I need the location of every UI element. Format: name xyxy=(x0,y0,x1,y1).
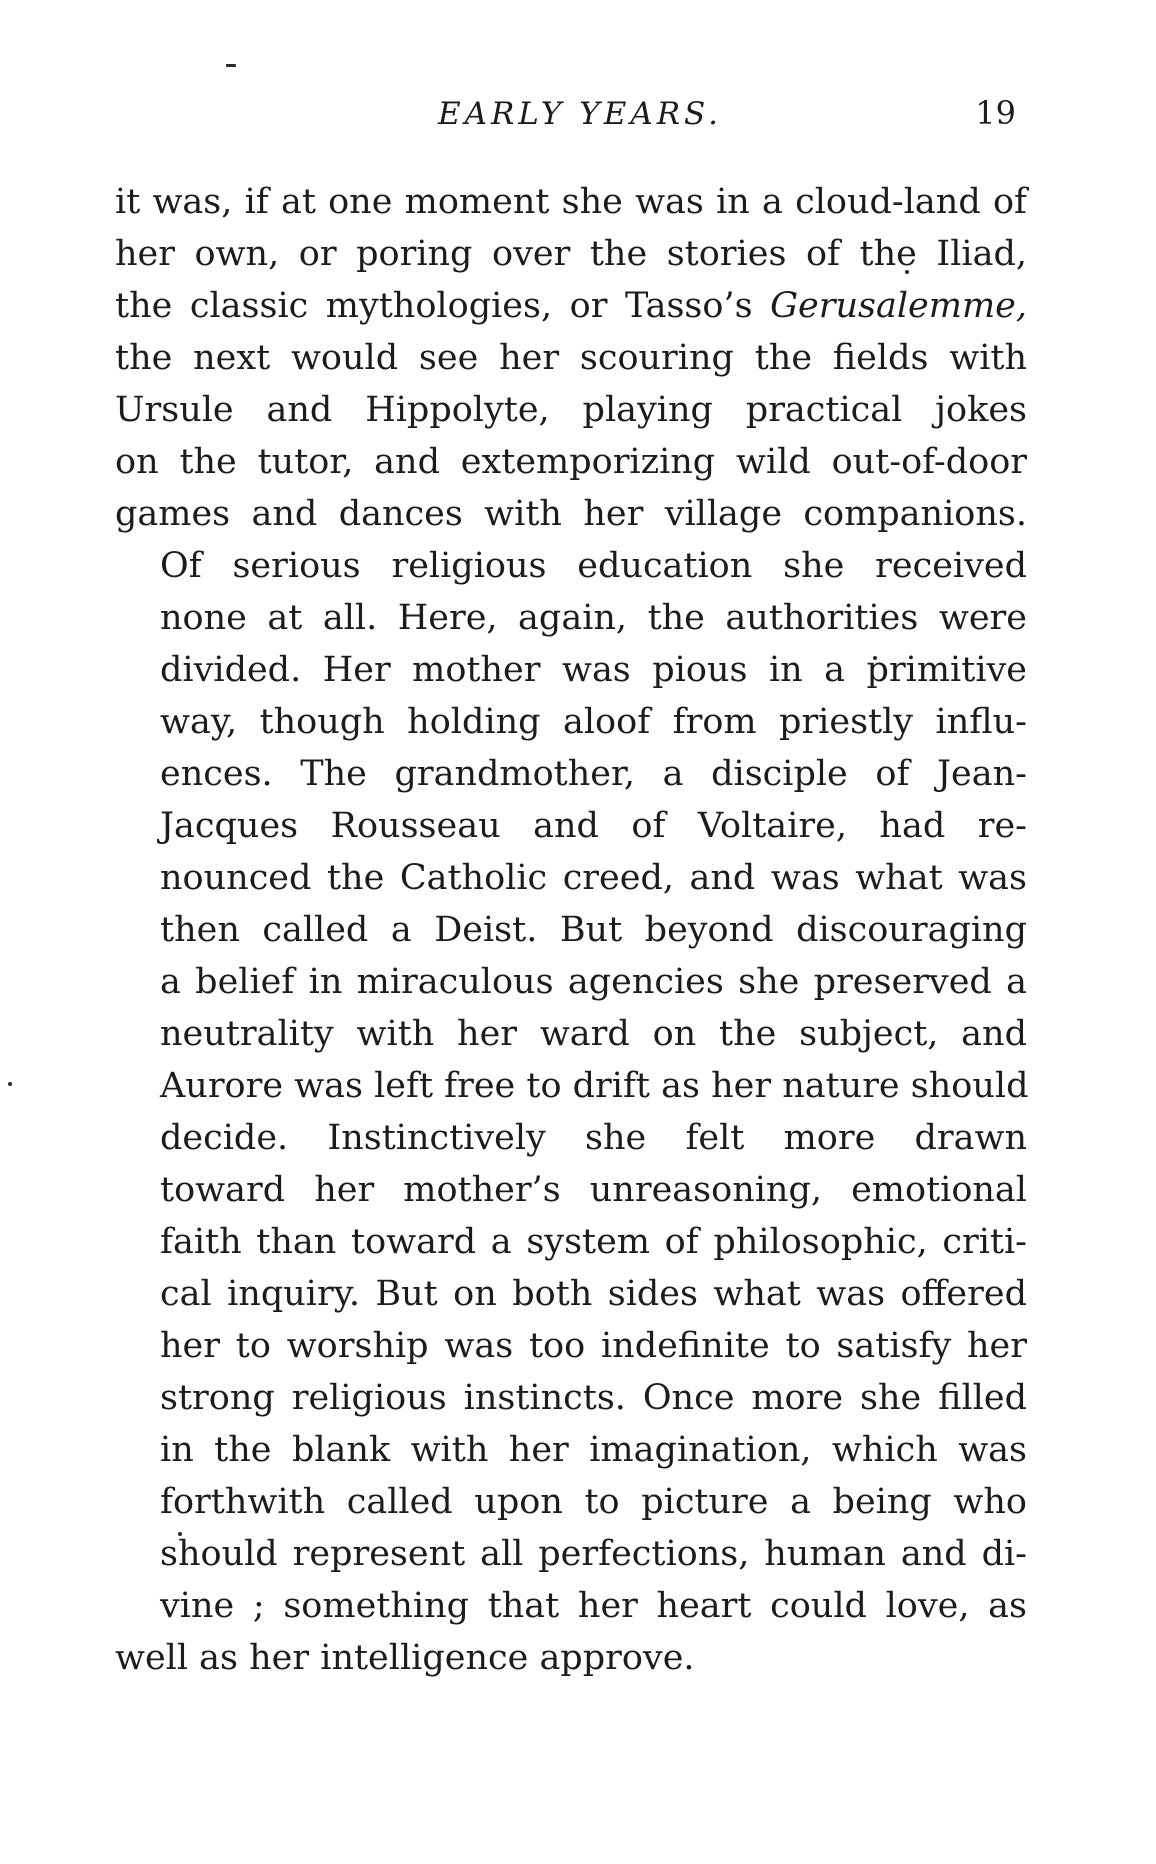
italic-title: Gerusalemme, xyxy=(770,286,1027,326)
text-line: a belief in miraculous agencies she preserved a xyxy=(160,962,1027,1002)
text-line: faith than toward a system of philosophic, criti- xyxy=(160,1222,1027,1262)
text-line: Aurore was left free to drift as her nature should xyxy=(160,1066,1029,1106)
ink-mark xyxy=(8,1082,12,1086)
text-line: on the tutor, and extemporizing wild out-of-door xyxy=(115,442,1027,482)
text-line: nounced the Catholic creed, and was what was xyxy=(160,858,1027,898)
text-line: neutrality with her ward on the subject, and xyxy=(160,1014,1027,1054)
paragraph-2 xyxy=(115,540,1027,1632)
body-text xyxy=(115,176,1027,1684)
text-line: well as her intelligence approve. xyxy=(115,1638,695,1678)
text-line: the next would see her scouring the fields with xyxy=(115,338,1027,378)
text-line: none at all. Here, again, the authorities were xyxy=(160,598,1027,638)
text-line: forthwith called upon to picture a being who xyxy=(160,1482,1027,1522)
text-line: strong religious instincts. Once more she filled xyxy=(160,1378,1027,1418)
text-line: way, though holding aloof from priestly influ- xyxy=(160,702,1027,742)
text-line: Of serious religious education she received xyxy=(160,546,1027,586)
text-line: it was, if at one moment she was in a cloud-land of xyxy=(115,182,1027,222)
text-line: vine ; something that her heart could love, as xyxy=(160,1586,1027,1626)
text-line: divided. Her mother was pious in a primitive xyxy=(160,650,1027,690)
paragraph-2-end xyxy=(115,1632,1027,1684)
text-line: Ursule and Hippolyte, playing practical jokes xyxy=(115,390,1027,430)
text-line: decide. Instinctively she felt more drawn xyxy=(160,1118,1027,1158)
text-line: her own, or poring over the stories of the Iliad, xyxy=(115,234,1027,274)
text-line: Jacques Rousseau and of Voltaire, had re- xyxy=(160,806,1027,846)
text-line: toward her mother’s unreasoning, emotional xyxy=(160,1170,1027,1210)
ink-mark xyxy=(226,64,236,67)
text-line: her to worship was too indefinite to satisfy her xyxy=(160,1326,1027,1366)
page-number: 19 xyxy=(975,94,1016,132)
text-line: then called a Deist. But beyond discouraging xyxy=(160,910,1027,950)
text-line xyxy=(115,280,1027,332)
text-line: cal inquiry. But on both sides what was offered xyxy=(160,1274,1027,1314)
text-line: ences. The grandmother, a disciple of Jean- xyxy=(160,754,1027,794)
text-line: games and dances with her village companions. xyxy=(115,494,1027,534)
text-line: should represent all perfections, human and di- xyxy=(160,1534,1027,1574)
paragraph-1 xyxy=(115,176,1027,540)
text-segment: the classic mythologies, or Tasso’s xyxy=(115,286,771,326)
text-line: in the blank with her imagination, which was xyxy=(160,1430,1027,1470)
running-title: EARLY YEARS. xyxy=(437,96,723,132)
